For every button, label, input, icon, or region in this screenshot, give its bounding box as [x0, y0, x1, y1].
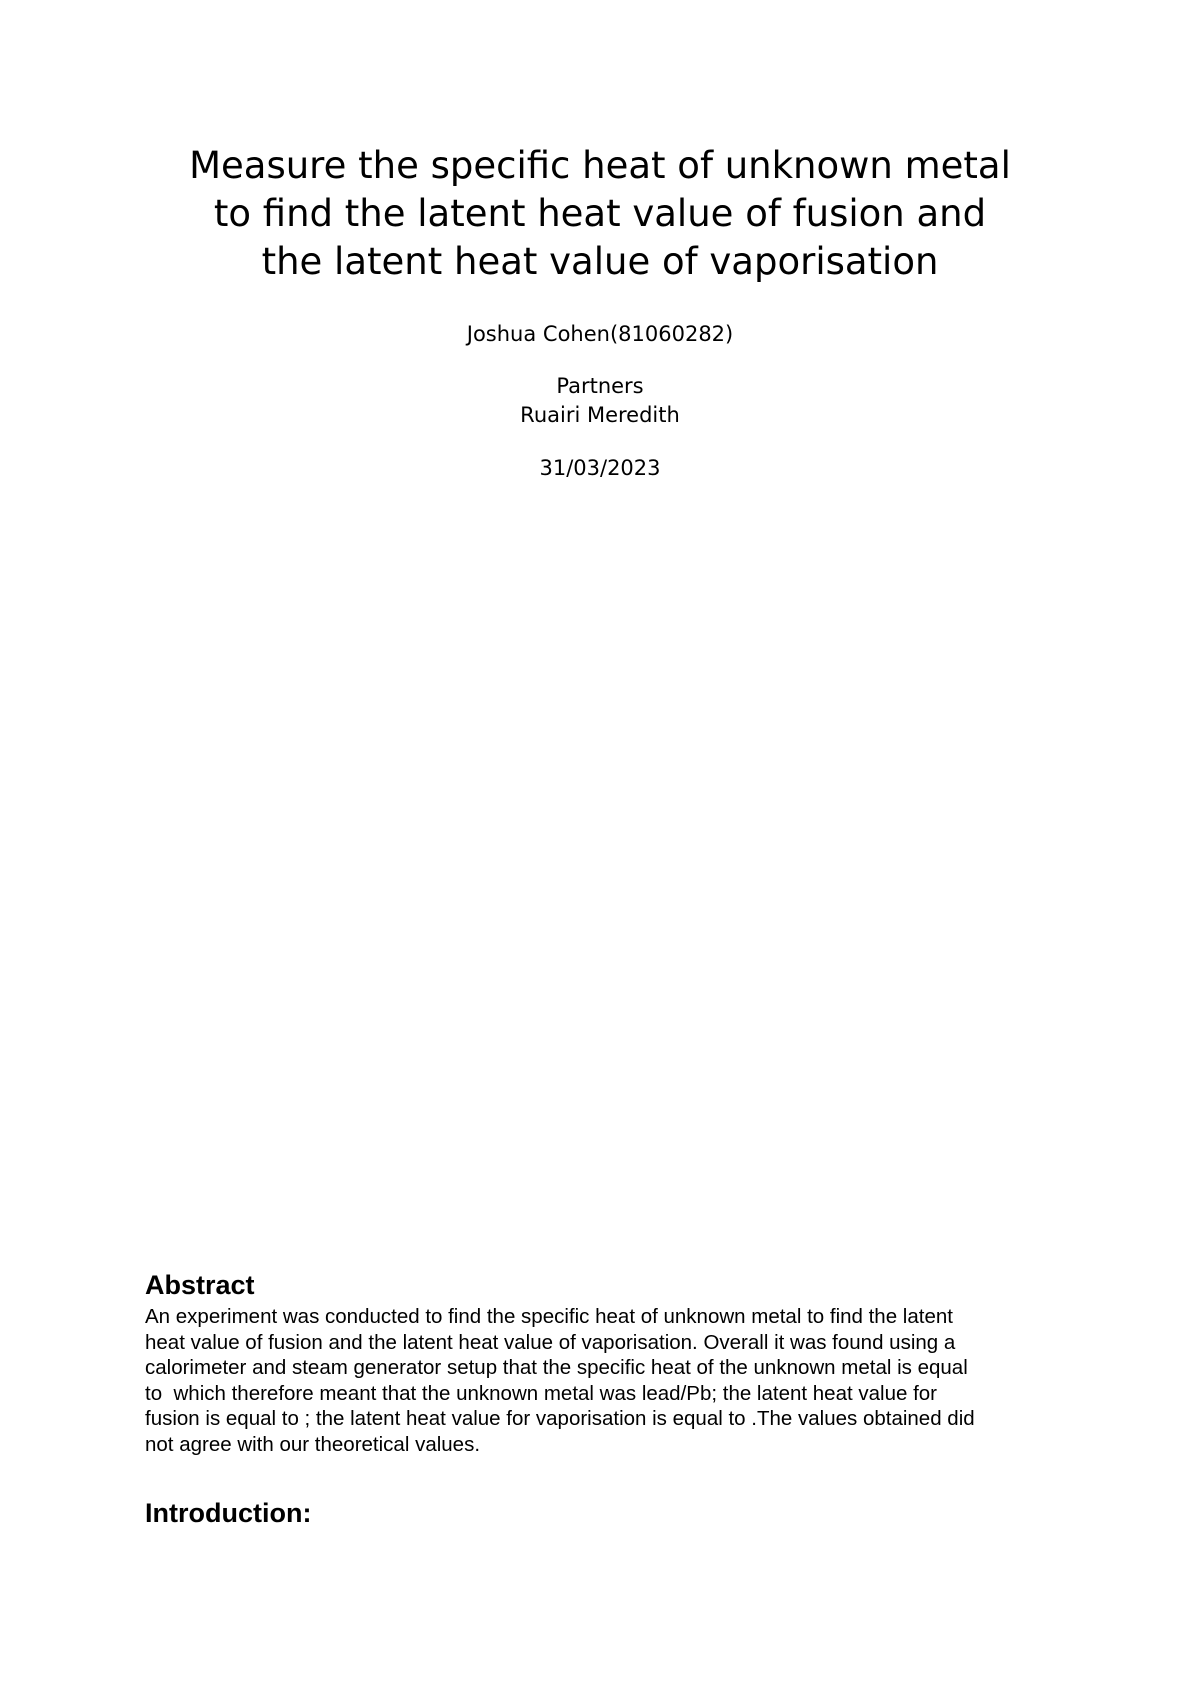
- partners-block: [0, 372, 1200, 430]
- abstract-line: calorimeter and steam generator setup that the specific heat of the unknown metal is equal: [145, 1356, 968, 1379]
- abstract-heading: Abstract: [145, 1270, 255, 1300]
- partners-label: Partners: [556, 374, 644, 398]
- abstract-line: not agree with our theoretical values.: [145, 1432, 481, 1456]
- partner-name: Ruairi Meredith: [520, 403, 680, 427]
- introduction-section: [145, 1496, 311, 1530]
- title-line: to find the latent heat value of fusion and: [213, 192, 987, 235]
- report-title: [0, 142, 1200, 286]
- title-line: the latent heat value of vaporisation: [261, 240, 939, 283]
- author-name: Joshua Cohen(81060282): [466, 322, 734, 346]
- abstract-line: An experiment was conducted to find the specific heat of unknown metal to find the latent: [145, 1305, 953, 1328]
- report-date: 31/03/2023: [539, 456, 661, 480]
- abstract-body: [145, 1304, 1065, 1457]
- abstract-section: [145, 1268, 1065, 1457]
- introduction-heading: Introduction:: [145, 1498, 312, 1528]
- title-line: Measure the specific heat of unknown metal: [189, 144, 1011, 187]
- title-page: [0, 142, 1200, 482]
- abstract-line: fusion is equal to ; the latent heat value for vaporisation is equal to .The values obtained did: [145, 1407, 975, 1430]
- abstract-line: to which therefore meant that the unknown metal was lead/Pb; the latent heat value for: [145, 1381, 938, 1405]
- abstract-line: heat value of fusion and the latent heat value of vaporisation. Overall it was found using a: [145, 1330, 956, 1354]
